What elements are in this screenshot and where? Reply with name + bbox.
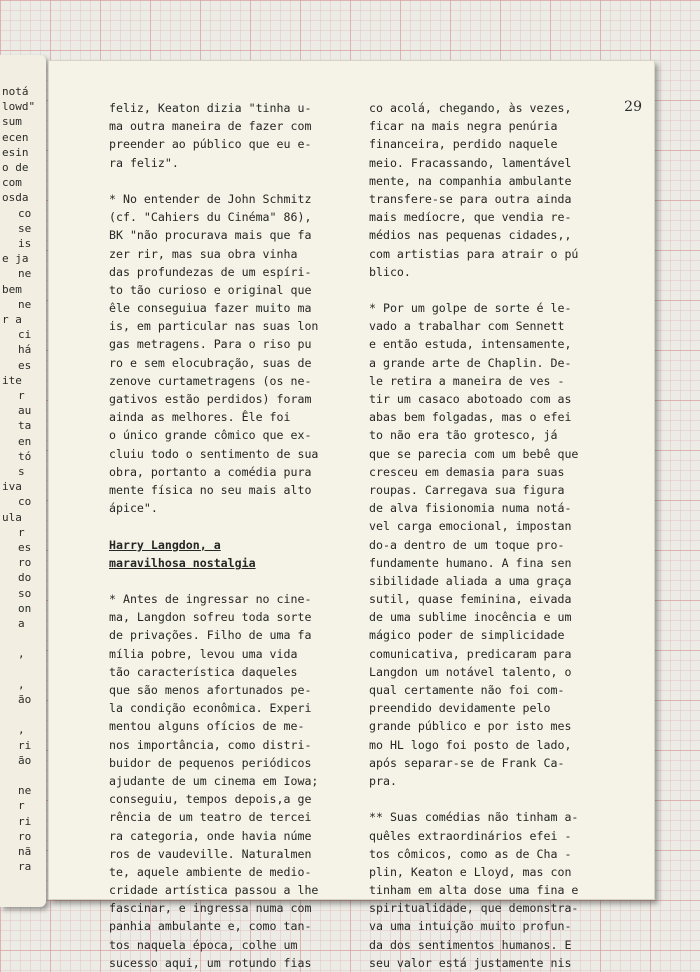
text-line: cluiu todo o sentimento de sua [109, 446, 319, 461]
text-line: gativos estão perdidos) foram [109, 392, 312, 406]
text-line: transfere-se para outra ainda [369, 191, 572, 206]
text-line: roupas. Carregava sua figura [369, 482, 565, 497]
facing-page-fragment: tó [18, 449, 32, 463]
page-number: 29 [624, 99, 642, 115]
facing-page-fragment: ite [2, 373, 22, 387]
text-line: vel carga emocional, impostan [369, 519, 572, 534]
text-line: zenove curtametragens (os ne- [109, 373, 312, 388]
facing-page-fragment: com [2, 176, 22, 190]
facing-page-fragment: há [18, 343, 32, 357]
text-line: seu valor está justamente nis [369, 955, 572, 970]
text-line: pra. [369, 773, 397, 788]
text-line: ficar na mais negra penúria [369, 119, 558, 134]
facing-page-fragment: do [18, 571, 32, 585]
facing-page-fragment: ta [18, 419, 32, 433]
facing-page-fragment: ne [18, 784, 32, 798]
text-line: tos cômicos, como as de Cha - [369, 846, 572, 861]
facing-page-fragment: se [18, 221, 32, 235]
facing-page-fragment: nã [18, 845, 32, 858]
facing-page-fragment: ro [18, 556, 32, 570]
facing-page-fragment: osda [2, 191, 29, 205]
text-line: tir um casaco abotoado com as [369, 392, 572, 406]
text-line: preendido devidamente pelo [369, 701, 551, 716]
text-line: mente, na companhia ambulante [369, 173, 572, 188]
text-line [369, 790, 578, 808]
text-line: que são menos afortunados pe- [109, 683, 312, 697]
text-line: de alva fisionomia numa notá- [369, 501, 572, 516]
facing-page-fragment: so [18, 586, 32, 600]
facing-page-fragment: is [18, 237, 32, 250]
text-line: e então estuda, intensamente, [369, 337, 572, 352]
text-line: conseguiu, tempos depois,a ge [109, 792, 312, 807]
text-line: is, em particular nas suas lon [109, 319, 319, 334]
facing-page-fragment: notá [2, 85, 29, 98]
text-line: va uma intuição muito profun- [369, 919, 572, 934]
text-line [109, 572, 318, 590]
text-column-left [109, 99, 318, 972]
text-line: comunicativa, predicaram para [369, 646, 572, 661]
text-line: de uma sublime inocência e um [369, 610, 572, 625]
text-line: o único grande cômico que ex- [109, 428, 312, 443]
facing-page-fragment: r [18, 799, 25, 813]
facing-page-fragment: ão [18, 753, 32, 767]
facing-page-fragment: lowd" [2, 100, 36, 114]
text-line: após separar-se de Frank Ca- [369, 755, 565, 770]
facing-page-edge [0, 55, 46, 907]
facing-page-fragment: en [18, 434, 32, 448]
facing-page-fragment: ri [18, 738, 32, 752]
facing-page-fragment: ula [2, 510, 22, 524]
text-line: êle conseguiua fazer muito ma [109, 301, 312, 316]
text-line: ajudante de um cinema em Iowa; [109, 773, 319, 788]
facing-page-fragment: esin [2, 145, 29, 159]
facing-page-fragment: , [18, 723, 25, 737]
text-line: mentou alguns ofícios de me- [109, 719, 305, 734]
text-line: financeira, perdido naquele [369, 137, 558, 152]
text-line: das profundezas de um espíri- [109, 264, 312, 279]
text-line: com artistias para atrair o pú [369, 246, 579, 261]
section-heading: maravilhosa nostalgia [109, 555, 256, 570]
text-line: quêles extraordinários efei - [369, 828, 572, 843]
text-line: BK "não procurava mais que fa [109, 228, 312, 243]
facing-page-fragment: ecen [2, 130, 29, 144]
facing-page-fragment: es [18, 541, 32, 554]
facing-page-fragment: ão [18, 693, 32, 706]
text-line: le retira a maneira de ves - [369, 373, 565, 388]
text-line: mília pobre, levou uma vida [109, 646, 298, 661]
text-line: plin, Keaton e Lloyd, mas con [369, 864, 572, 879]
text-line: grande público e por isto mes [369, 719, 572, 734]
text-line: que se parecia com um bebê que [369, 446, 579, 461]
text-line: ros de vaudeville. Naturalmen [109, 846, 312, 861]
text-line: da dos sentimentos humanos. E [369, 937, 572, 952]
text-column-right [369, 99, 578, 972]
text-line: feliz, Keaton dizia "tinha u- [109, 101, 312, 115]
text-line: ma outra maneira de fazer com [109, 119, 312, 134]
facing-page-fragment: ci [18, 328, 32, 342]
facing-page-fragment: ne [18, 267, 32, 281]
facing-page-fragment: e ja [2, 252, 29, 266]
facing-page-fragment: r [18, 389, 25, 402]
text-line: fundamente humano. A fina sen [369, 555, 572, 570]
text-line: tos naquela época, colhe um [109, 937, 298, 952]
text-line: mais medíocre, que vendia re- [369, 210, 572, 225]
text-line: sutil, quase feminina, eivada [369, 592, 572, 607]
facing-page-fragment: r a [2, 313, 22, 326]
text-line: preender ao público que eu e- [109, 137, 312, 152]
facing-page-fragment: ri [18, 814, 32, 828]
text-line: buidor de pequenos periódicos [109, 755, 312, 770]
facing-page-fragment: o de [2, 161, 29, 174]
text-line: abas bem folgadas, mas o efei [369, 410, 572, 425]
text-line: la condição econômica. Experi [109, 701, 312, 716]
section-heading: Harry Langdon, a [109, 537, 221, 552]
text-line: ainda as melhores. Êle foi [109, 410, 291, 425]
text-line: médios nas pequenas cidades,, [369, 228, 572, 243]
facing-page-fragment: bem [2, 282, 22, 296]
text-line: * Antes de ingressar no cine- [109, 592, 312, 607]
facing-page-fragment: co [18, 495, 32, 509]
facing-page-fragment: r [18, 525, 25, 539]
text-line: te, aquele ambiente de medio- [109, 864, 312, 879]
facing-page-fragment: s [18, 465, 25, 478]
text-line: ** Suas comédias não tinham a- [369, 810, 579, 825]
text-line: cridade artística passou a lhe [109, 883, 319, 898]
text-line: * No entender de John Schmitz [109, 191, 312, 206]
text-line: nos importância, como distri- [109, 737, 312, 752]
facing-page-fragment: sum [2, 115, 22, 129]
text-line [369, 281, 578, 299]
text-line: Langdon um notável talento, o [369, 664, 572, 679]
text-line: to tão curioso e original que [109, 282, 312, 297]
facing-page-fragment: , [18, 647, 25, 661]
text-line: meio. Fracassando, lamentável [369, 155, 572, 170]
facing-page-fragment: ro [18, 829, 32, 843]
text-line: ma, Langdon sofreu toda sorte [109, 610, 312, 625]
text-line: rência de um teatro de tercei [109, 810, 312, 825]
text-line: tão característica daqueles [109, 664, 298, 679]
text-line [109, 517, 318, 535]
text-line: do-a dentro de um toque pro- [369, 537, 565, 552]
text-line: a grande arte de Chaplin. De- [369, 355, 572, 370]
facing-page-fragment: on [18, 601, 32, 615]
text-line: ra feliz". [109, 155, 179, 170]
text-line: co acolá, chegando, às vezes, [369, 101, 572, 115]
text-line: cresceu em demasia para suas [369, 464, 565, 479]
text-line: zer rir, mas sua obra vinha [109, 246, 298, 261]
facing-page-fragment: iva [2, 480, 22, 494]
text-line: qual certamente não foi com- [369, 683, 565, 697]
text-line: fascinar, e ingressa numa com [109, 901, 312, 916]
text-line: gas metragens. Para o riso pu [109, 337, 312, 352]
text-line: spiritualidade, que demonstra- [369, 901, 579, 916]
facing-page-fragment: ne [18, 297, 32, 311]
facing-page-fragment: es [18, 358, 32, 372]
text-line: sucesso aqui, um rotundo fias [109, 955, 312, 970]
facing-page-fragment: au [18, 404, 32, 418]
text-line: * Por um golpe de sorte é le- [369, 301, 572, 316]
text-line: de privações. Filho de uma fa [109, 628, 312, 643]
text-line: ápice". [109, 501, 158, 516]
text-line: tinham em alta dose uma fina e [369, 883, 579, 898]
text-line: mo HL logo foi posto de lado, [369, 737, 572, 752]
facing-page-fragment: a [18, 617, 25, 630]
text-line: mágico poder de simplicidade [369, 628, 565, 643]
text-line: ra categoria, onde havia núme [109, 828, 312, 843]
typewritten-page [48, 60, 655, 970]
text-line: obra, portanto a comédia pura [109, 464, 312, 479]
facing-page-fragment: ra [18, 860, 32, 874]
text-line: mente física no seu mais alto [109, 482, 312, 497]
text-line: blico. [369, 264, 411, 279]
text-line: to não era tão grotesco, já [369, 428, 558, 443]
text-line: sibilidade aliada a uma graça [369, 573, 572, 588]
facing-page-fragment: co [18, 206, 32, 220]
text-line: panhia ambulante e, como tan- [109, 919, 312, 934]
text-line [109, 172, 318, 190]
text-line: (cf. "Cahiers du Cinéma" 86), [109, 210, 312, 225]
text-line: vado a trabalhar com Sennett [369, 319, 565, 334]
text-line: ro e sem elocubração, suas de [109, 355, 312, 370]
facing-page-fragment: , [18, 677, 25, 691]
